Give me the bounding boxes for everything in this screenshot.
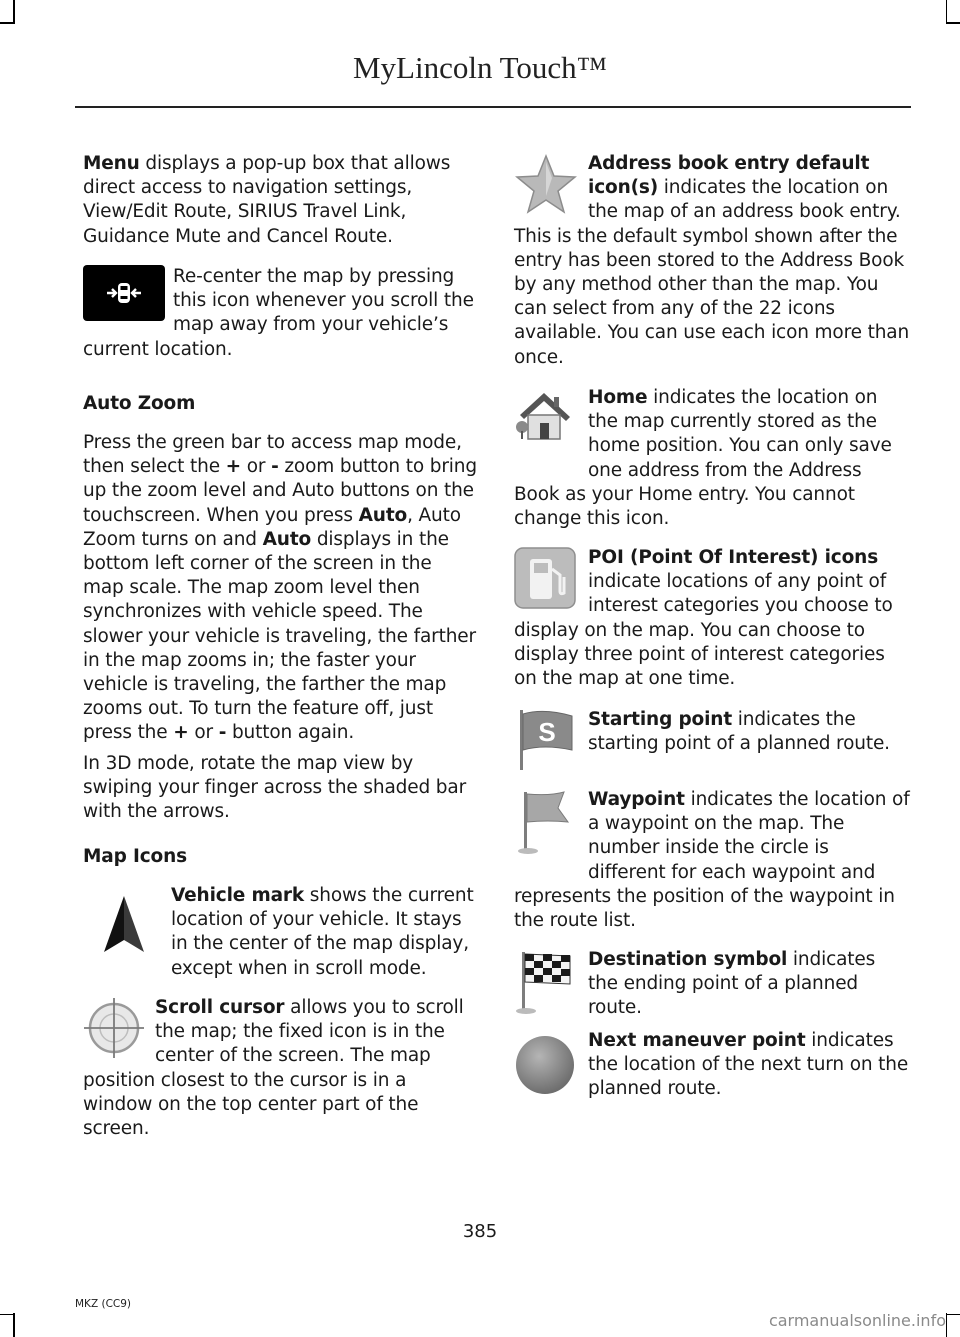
vehicle-mark-text: shows the current location of your vehicle. It stays in the center of the map display, except when in scroll mode.: [171, 885, 474, 979]
icon-spacer: [514, 546, 588, 618]
waypoint-term: Waypoint: [588, 789, 685, 810]
waypoint-text: indicates the location of a waypoint on the map. The number inside the circle is different for each waypoint and represents the position of the waypoint in the route list.: [514, 789, 910, 932]
plus-symbol: +: [173, 722, 189, 744]
address-book-term: Address book entry default icon(s): [588, 153, 870, 199]
crop-mark: [13, 1313, 15, 1337]
next-maneuver-ball-icon: [514, 1034, 576, 1096]
crop-mark: [946, 1314, 960, 1316]
auto-zoom-heading: [83, 392, 475, 416]
crop-mark: [946, 0, 948, 24]
auto-zoom-text: or: [188, 722, 219, 744]
minus-symbol: -: [218, 722, 227, 744]
auto-zoom-text: zoom button to bring up the zoom level and Auto buttons on the touchscreen. When you press: [83, 456, 477, 526]
auto-zoom-text: displays in the bottom left corner of the screen in the map scale. The map zoom level then synchronizes with vehicle speed. The slower your vehicle is traveling, the farther in the map zooms in; the faster your vehicle is traveling, the farther the map zooms out. To turn the feature off, just press the: [83, 528, 476, 744]
home-description: [514, 386, 910, 531]
destination-text: indicates the ending point of a planned route.: [588, 949, 876, 1019]
next-maneuver-text: indicates the location of the next turn on the planned route.: [588, 1030, 909, 1100]
poi-description: [514, 546, 910, 691]
3d-mode-text: In 3D mode, rotate the map view by swiping your finger across the shaded bar with the arrows.: [83, 753, 467, 823]
page-number: 385: [462, 1221, 498, 1242]
destination-term: Destination symbol: [588, 949, 788, 970]
starting-point-flag-icon: [514, 706, 578, 772]
scroll-cursor-term: Scroll cursor: [155, 997, 285, 1018]
header-rule: [75, 106, 911, 108]
checkered-flag-icon: [514, 948, 578, 1016]
menu-description: [83, 152, 475, 249]
menu-text: displays a pop-up box that allows direct access to navigation settings, View/Edit Route, SIRIUS Travel Link, Guidance Mute and Cancel Route.: [83, 153, 451, 247]
poi-term: POI (Point Of Interest) icons: [588, 547, 879, 568]
crop-mark: [0, 1314, 14, 1316]
page-title: MyLincoln Touch™: [352, 50, 608, 85]
3d-mode-paragraph: [83, 752, 477, 825]
menu-term: Menu: [83, 153, 140, 174]
recenter-description: [83, 265, 475, 362]
vehicle-mark-icon: [88, 888, 160, 960]
home-term: Home: [588, 387, 648, 408]
home-text: indicates the location on the map currently stored as the home position. You can only save one address from the Address Book as your Home entry. You cannot change this icon.: [514, 387, 892, 530]
watermark: carmanualsonline.info: [768, 1311, 946, 1330]
auto-zoom-text: Press the green bar to access map mode, then select the: [83, 432, 462, 478]
auto-zoom-heading-text: Auto Zoom: [83, 393, 196, 414]
auto-term: Auto: [358, 504, 408, 526]
crop-mark: [946, 22, 960, 24]
icon-spacer: [514, 152, 588, 224]
address-book-text: indicates the location on the map of an address book entry. This is the default symbol shown after the entry has been stored to the Address Book by any method other than the map. You can select from any of the 22 icons available. You can use each icon more than once.: [514, 177, 910, 368]
address-book-description: [514, 152, 910, 370]
crop-mark: [0, 22, 14, 24]
map-icons-heading: [83, 845, 475, 869]
starting-point-description: [588, 708, 910, 756]
waypoint-description: [514, 788, 910, 933]
starting-point-text: indicates the starting point of a planned route.: [588, 709, 890, 755]
next-maneuver-term: Next maneuver point: [588, 1030, 806, 1051]
footer-model: MKZ (CC9): [75, 1298, 132, 1310]
auto-zoom-paragraph: [83, 431, 477, 746]
starting-point-term: Starting point: [588, 709, 733, 730]
scroll-cursor-description: [83, 996, 477, 1141]
icon-spacer: [514, 386, 588, 482]
scroll-cursor-text: allows you to scroll the map; the fixed icon is in the center of the screen. The map position closest to the cursor is in a window on the top center part of the screen.: [83, 997, 464, 1140]
minus-symbol: -: [271, 456, 279, 478]
destination-description: [588, 948, 910, 1021]
poi-text: indicate locations of any point of interest categories you choose to display on the map. You can choose to display three point of interest categories on the map at one time.: [514, 571, 893, 690]
map-icons-heading-text: Map Icons: [83, 846, 187, 867]
icon-spacer: [83, 996, 155, 1068]
icon-spacer: [514, 788, 588, 884]
plus-symbol: +: [225, 456, 242, 478]
auto-zoom-text: button again.: [226, 722, 355, 744]
vehicle-mark-description: [171, 884, 477, 981]
crop-mark: [13, 0, 15, 24]
next-maneuver-description: [588, 1029, 910, 1102]
icon-spacer: [83, 265, 173, 337]
auto-zoom-text: or: [241, 456, 272, 478]
vehicle-mark-term: Vehicle mark: [171, 885, 305, 906]
auto-term: Auto: [262, 528, 312, 550]
auto-zoom-text: , Auto Zoom turns on and: [83, 504, 461, 550]
recenter-text: Re-center the map by pressing this icon whenever you scroll the map away from your vehicle’s current location.: [83, 266, 474, 360]
starting-point-letter: S: [538, 717, 556, 747]
